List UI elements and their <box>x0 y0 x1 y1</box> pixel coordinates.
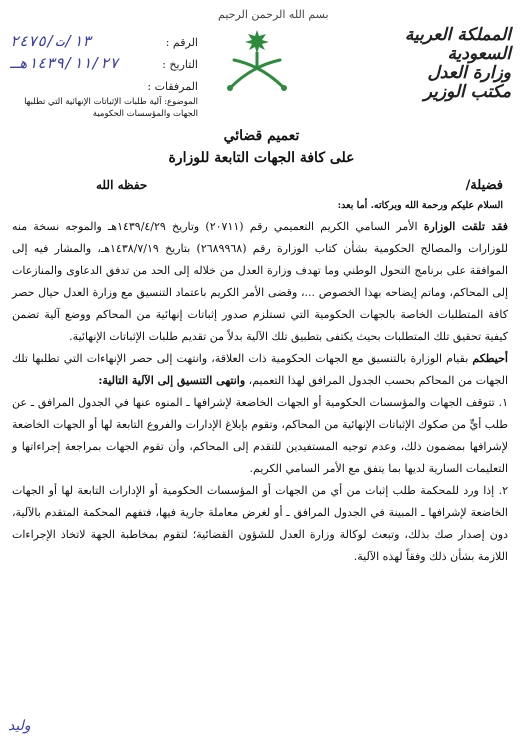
paragraph-2-lead: أحيطكم <box>472 352 508 365</box>
date-label: التاريخ : <box>162 58 198 71</box>
greeting: السلام عليكم ورحمة الله وبركاته. أما بعد: <box>337 200 503 211</box>
attachments-label: المرفقات : <box>147 80 198 93</box>
basmala: بسم الله الرحمن الرحيم <box>218 8 329 21</box>
paragraph-1 <box>12 216 508 348</box>
document-title: تعميم قضائي <box>223 128 300 144</box>
paragraph-2-text: بقيام الوزارة بالتنسيق مع الجهات الحكومية ذات العلاقة، وانتهت إلى حصر الإنهاءات التي تطلبها تلك الجهات من المحاكم بحسب الجدول المرافق لهذا التعميم، <box>12 352 508 387</box>
letter-body <box>12 216 508 568</box>
number-value: ١٣/ت/٢٤٧٥ <box>10 32 92 50</box>
item-2: ٢. إذا ورد للمحكمة طلب إثبات من أي من الجهات أو المؤسسات الحكومية أو الإدارات التابعة لها أو الجهات الخاضعة لإشرافها ـ المبينة في الجدول المرافق ـ أو لغرض معاملة جارية فيها، فتفهم المحكمة المتقدم بالآلية، دون إصدار صك بذلك، وتبعث لوكالة وزارة العدل للشؤون القضائية؛ لتقوم بمخاطبة الجهة لاتخاذ الإجراءات اللازمة بشأن ذلك وفقاً لهذه الآلية. <box>12 484 508 563</box>
saudi-emblem-icon <box>222 26 292 94</box>
office-name: مكتب الوزير <box>423 82 511 102</box>
ministry-name: وزارة العدل <box>427 63 511 83</box>
attachments-row <box>10 76 198 98</box>
paragraph-2-tail: وانتهى التنسيق إلى الآلية التالية: <box>98 374 246 387</box>
letterhead <box>341 26 511 102</box>
paragraph-2 <box>12 348 508 392</box>
honorific: حفظه الله <box>96 178 148 192</box>
number-row <box>10 32 198 54</box>
paragraph-1-text: الأمر السامي الكريم التعميمي رقم (٢٠٧١١) وتاريخ ١٤٣٩/٤/٢٩هـ والموجه نسخة منه للوزارات والمصالح الحكومية بشأن كتاب الوزارة رقم (٢٦٨٩٩٦٨) بتاريخ ١٤٣٨/٧/١٩هـ، والمشار فيه إلى الموافقة على برنامج التحول الوطني وما تهدف وزارة العدل من خلاله إلى الحد من تدفق الدعاوى والمنازعات إلى المحاكم، وماتم إيضاحه بهذا الخصوص ...، وقضى الأمر الكريم باعتماد التنسيق مع وزارة العدل حيال حصر كافة المتطلبات الخاصة بالجهات الحكومية التي تستلزم صدور إثباتات إنهائية من المحاكم ووضع آلية تضمن كيفية تحقيق تلك المتطلبات بحيث يكتفى بتطبيق تلك الآلية بدلاً من تقديم طلبات الإثباتات الإنهائية. <box>12 220 509 343</box>
document-subtitle: على كافة الجهات التابعة للوزارة <box>168 150 355 166</box>
kingdom-name: المملكة العربية السعودية <box>404 25 511 64</box>
date-row <box>10 54 198 76</box>
subject-line: الموضوع: آلية طلبات الإثباتات الإنهائية التي تطلبها الجهات والمؤسسات الحكومية <box>24 97 198 119</box>
number-label: الرقم : <box>165 36 198 49</box>
letter-meta <box>10 32 198 98</box>
item-1: ١. تتوقف الجهات والمؤسسات الحكومية أو الجهات الخاضعة لإشرافها ـ المنوه عنها في الجدول المرافق ـ عن طلب أيٍّ من صكوك الإثباتات الإنهائية من المحاكم، وتقوم بإبلاغ الإدارات والفروع التابعة لها أو الجهات الخاضعة لإشرافها بمضمون ذلك، وعدم توجيه المستفيدين للتقدم إلى المحاكم، وأن تقوم الجهات بمراجعة إجراءاتها و التعليمات السارية لديها بما يتفق مع الأمر السامي الكريم. <box>12 396 508 475</box>
date-value: ١٤٣٩/١١/٢٧هـ <box>10 54 119 72</box>
paragraph-1-lead: فقد تلقت الوزارة <box>423 220 509 233</box>
salutation: فضيلة/ <box>465 178 503 193</box>
signature: وليد <box>8 718 31 734</box>
